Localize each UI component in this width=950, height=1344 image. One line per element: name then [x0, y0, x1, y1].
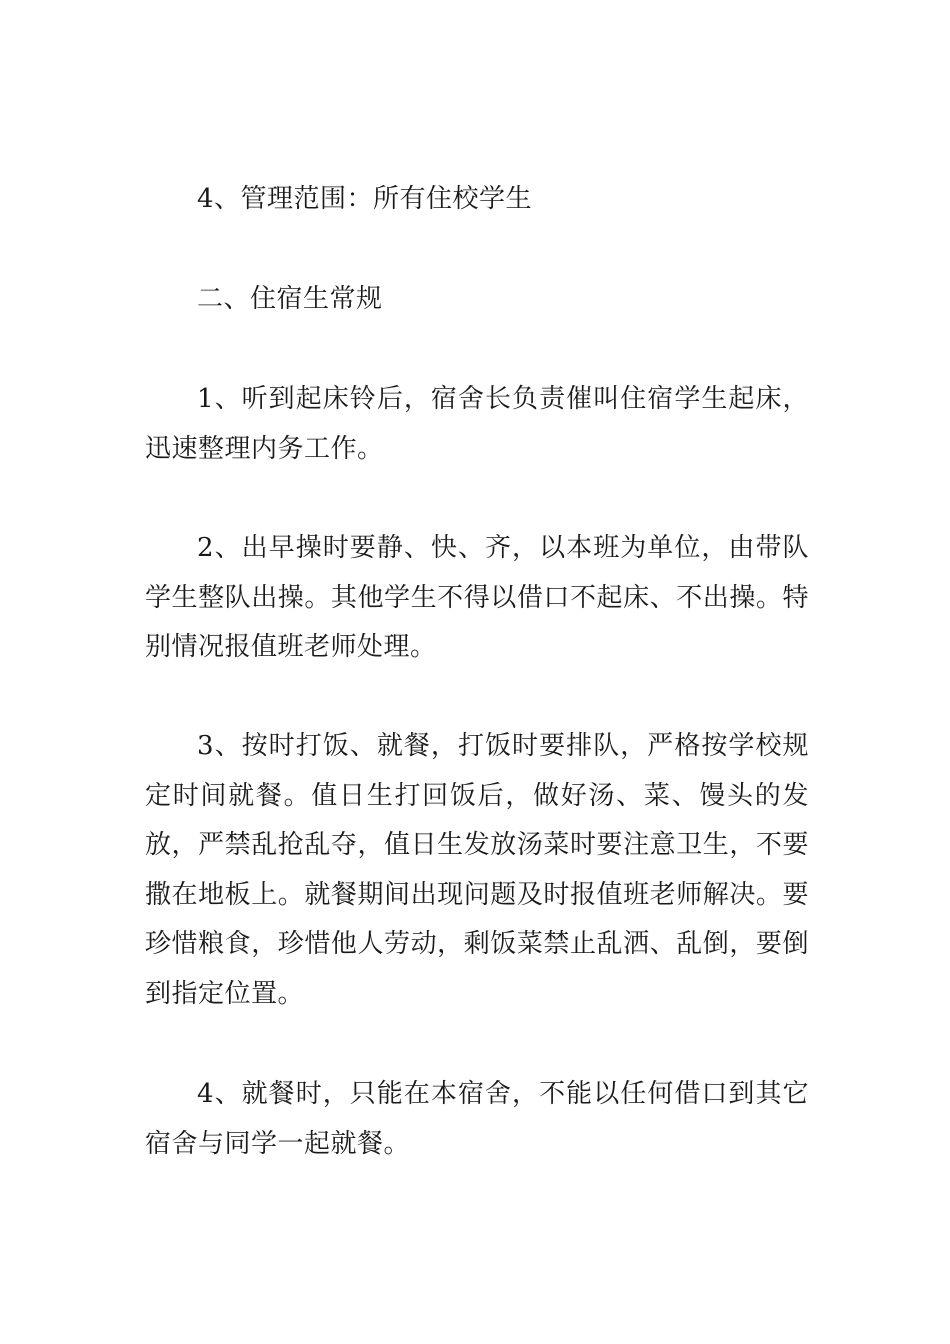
section-heading-boarding-rules: 二、住宿生常规: [197, 284, 383, 314]
paragraph-rule-2: 2、出早操时要静、快、齐，以本班为单位，由带队学生整队出操。其他学生不得以借口不起床、不出操。特别情况报值班老师处理。: [145, 533, 809, 662]
paragraph-rule-3: 3、按时打饭、就餐，打饭时要排队，严格按学校规定时间就餐。值日生打回饭后，做好汤、菜、馒头的发放，严禁乱抢乱夺，值日生发放汤菜时要注意卫生，不要撒在地板上。就餐期间出现问题及时报值班老师解决。要珍惜粮食，珍惜他人劳动，剩饭菜禁止乱洒、乱倒，要倒到指定位置。: [145, 731, 809, 1009]
paragraph-rule-4: 4、就餐时，只能在本宿舍，不能以任何借口到其它宿舍与同学一起就餐。: [145, 1079, 809, 1159]
paragraph-management-scope: 4、管理范围：所有住校学生: [197, 184, 533, 214]
paragraph-rule-1: 1、听到起床铃后，宿舍长负责催叫住宿学生起床，迅速整理内务工作。: [145, 384, 809, 464]
